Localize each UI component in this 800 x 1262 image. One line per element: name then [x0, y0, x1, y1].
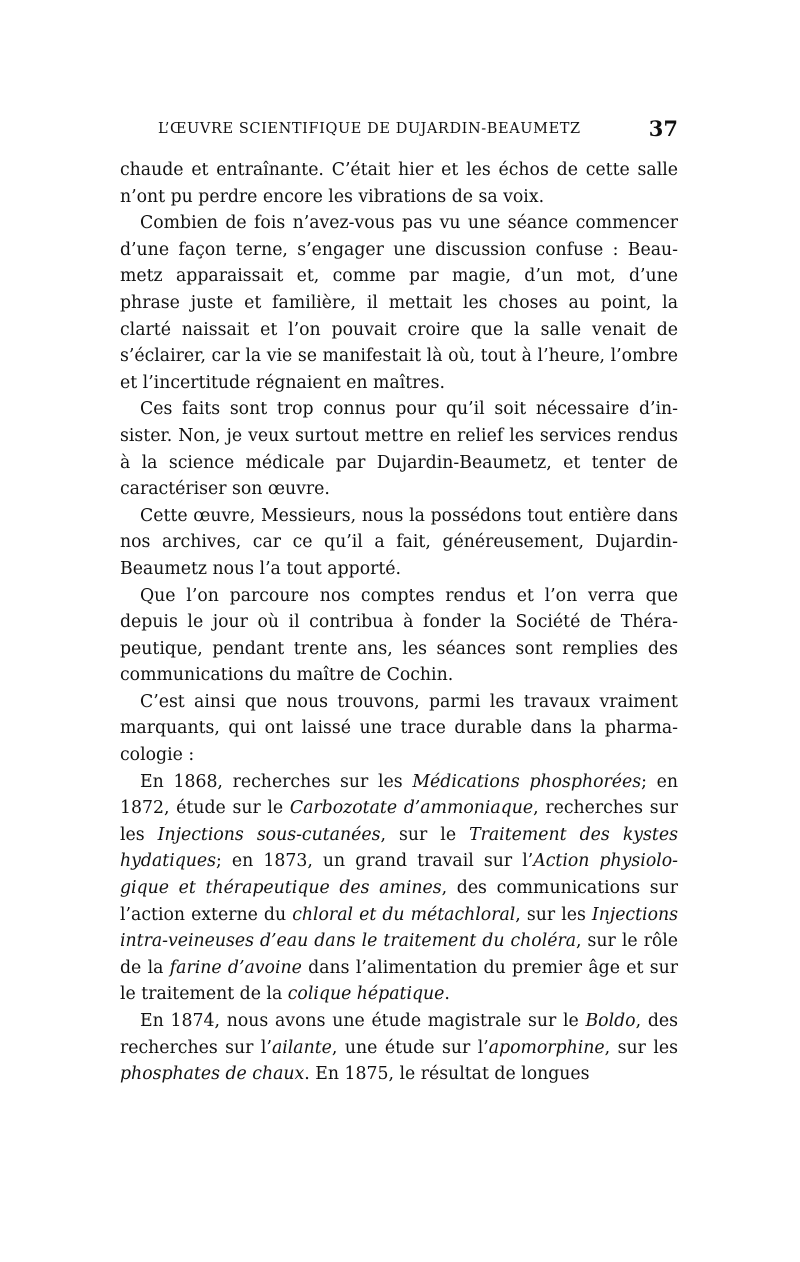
text-run: , recherches sur les [120, 798, 678, 845]
paragraph-3: Ces faits sont trop connus pour qu’il soit nécessaire d’insister. Non, je veux surtout mettre en relief les services rendus à la science médicale par Dujardin-Beaumetz, et tenter de caractériser son œuvre. [120, 399, 678, 500]
paragraph-1: chaude et entraînante. C’était hier et les échos de cette salle n’ont pu perdre encore les vibrations de sa voix. [120, 160, 678, 207]
text-run: dans l’alimentation du premier âge et sur le traitement de la [120, 957, 678, 1005]
paragraph-7 [120, 769, 678, 1008]
text-run: , une étude sur l’ [331, 1037, 489, 1058]
italic-title: apomorphine [488, 1037, 605, 1058]
italic-title: Traitement des kystes hydatiques [120, 824, 678, 872]
text-run: , sur les [515, 904, 592, 925]
italic-title: colique hépatique [287, 984, 445, 1005]
italic-title: Injections intra-veineuses d’eau dans le traitement du choléra [120, 904, 678, 952]
text-run: , sur le [380, 824, 470, 845]
paragraph-8 [120, 1008, 678, 1088]
italic-title: phosphates de chaux [120, 1064, 305, 1085]
paragraph-6: C’est ainsi que nous trouvons, parmi les travaux vraiment marquants, qui ont laissé une trace durable dans la pharmacologie : [120, 691, 678, 766]
text-run: ; en 1872, étude sur le [120, 771, 678, 819]
italic-title: Médications phosphorées [412, 771, 642, 792]
text-run: En 1868, recherches sur les [140, 771, 413, 792]
text-run: . [444, 984, 450, 1005]
italic-title: Carbozotate d’ammoniaque [289, 798, 534, 819]
text-run: , sur les [604, 1037, 678, 1058]
italic-title: chloral et du métachloral [292, 904, 516, 925]
running-title: L’ŒUVRE SCIENTIFIQUE DE DUJARDIN-BEAUMETZ [158, 121, 581, 137]
text-run: ; en 1873, un grand travail sur l’ [216, 851, 534, 872]
italic-title: Injections sous-cutanées [157, 824, 381, 845]
body-text [120, 157, 678, 1088]
text-run: , des recherches sur l’ [120, 1011, 678, 1058]
text-run: , sur le rôle de la [120, 931, 679, 978]
text-run: . En 1875, le résultat de longues [304, 1064, 590, 1085]
italic-title: Action physiologique et thérapeutique des amines [120, 851, 679, 899]
italic-title: farine d’avoine [169, 957, 302, 978]
italic-title: ailante [271, 1037, 332, 1058]
running-head [158, 116, 678, 146]
paragraph-4: Cette œuvre, Messieurs, nous la possédons tout entière dans nos archives, car ce qu’il a fait, généreusement, Dujardin-Beaumetz nous l’a tout apporté. [120, 505, 678, 579]
paragraph-2: Combien de fois n’avez-vous pas vu une séance commencer d’une façon terne, s’engager une discussion confuse : Beaumetz apparaissait et, comme par magie, d’un mot, d’une phrase juste et familière, il mettait les choses au point, la clarté naissait et l’on pouvait croire que la salle venait de s’éclairer, car la vie se manifestait là où, tout à l’heure, l’ombre et l’incertitude régnaient en maîtres. [120, 213, 678, 393]
text-run: , des communications sur l’action externe du [120, 878, 679, 925]
page-number: 37 [648, 116, 678, 141]
paragraph-5: Que l’on parcoure nos comptes rendus et l’on verra que depuis le jour où il contribua à fonder la Société de Thérapeutique, pendant trente ans, les séances sont remplies des communications du maître de Cochin. [120, 585, 678, 686]
italic-title: Boldo [585, 1011, 636, 1031]
text-run: En 1874, nous avons une étude magistrale sur le [140, 1011, 586, 1031]
